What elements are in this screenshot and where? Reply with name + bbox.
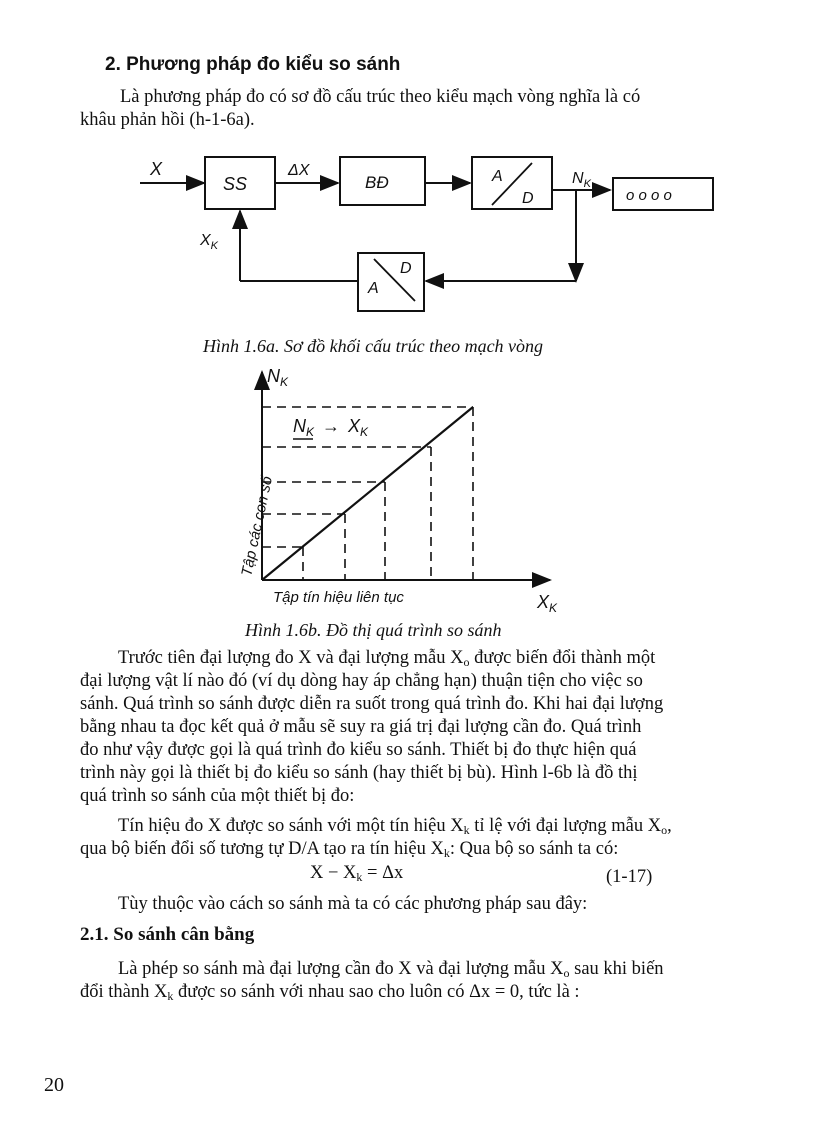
x-bottom-label: Tập tín hiệu liên tục <box>273 589 404 606</box>
figure-caption-a: Hình 1.6a. Sơ đồ khối cấu trúc theo mạch vòng <box>203 336 544 356</box>
display-digits: o o o o <box>626 187 672 204</box>
body-paragraph-1-line-5: đo như vậy được gọi là quá trình đo kiểu so sánh. Thiết bị đo thực hiện quá <box>80 740 637 760</box>
svg-text:D: D <box>400 260 412 277</box>
page-number: 20 <box>44 1074 64 1096</box>
bd-label: BĐ <box>365 173 389 192</box>
body-paragraph-1-line-7: quá trình so sánh của một thiết bị đo: <box>80 786 355 806</box>
intro-line-1: Là phương pháp đo có sơ đồ cấu trúc theo kiểu mạch vòng nghĩa là có <box>120 87 641 107</box>
equation-number: (1-17) <box>606 867 653 887</box>
ss-label: SS <box>223 174 248 194</box>
subsection-heading: 2.1. So sánh cân bằng <box>80 924 255 945</box>
y-axis-label: $N_K$ <box>267 366 289 389</box>
body-paragraph-1-line-2: đại lượng vật lí nào đó (ví dụ dòng hay áp chẳng hạn) thuận tiện cho việc so <box>80 671 643 691</box>
body-paragraph-4-line-2: đổi thành $X_k$ được so sánh với nhau sao cho luôn có Δx = 0, tức là : <box>80 982 580 1003</box>
body-paragraph-1-line-6: trình này gọi là thiết bị đo kiểu so sánh (hay thiết bị bù). Hình l-6b là đồ thị <box>80 763 638 783</box>
equation: $X - X_k = \Delta x$ <box>310 863 404 884</box>
body-paragraph-2-line-1: Tín hiệu đo X được so sánh với một tín hiệu $X_k$ tỉ lệ với đại lượng mẫu $X_o$, <box>118 816 672 837</box>
body-paragraph-1-line-1: Trước tiên đại lượng đo X và đại lượng mẫu $X_o$ được biến đổi thành một <box>118 648 656 669</box>
section-heading: 2. Phương pháp đo kiểu so sánh <box>105 54 401 75</box>
svg-text:A: A <box>492 168 503 185</box>
svg-text:A: A <box>368 280 379 297</box>
intro-line-2: khâu phản hồi (h-1-6a). <box>80 110 255 130</box>
mapping-label: $N_K \to X_K$ <box>293 416 369 439</box>
body-paragraph-2-line-2: qua bộ biến đổi số tương tự D/A tạo ra tín hiệu $X_k$: Qua bộ so sánh ta có: <box>80 839 619 860</box>
delta-label: ΔX <box>288 162 310 179</box>
figure-caption-b: Hình 1.6b. Đồ thị quá trình so sánh <box>245 620 502 640</box>
y-side-label: Tập các con số <box>238 474 277 578</box>
body-paragraph-1-line-3: sánh. Quá trình so sánh được diễn ra suốt trong quá trình đo. Khi hai đại lượng <box>80 694 664 714</box>
xk-label: $X_K$ <box>200 232 219 252</box>
body-paragraph-3: Tùy thuộc vào cách so sánh mà ta có các phương pháp sau đây: <box>118 894 588 914</box>
svg-text:D: D <box>522 190 534 207</box>
nk-label: $N_K$ <box>572 170 591 190</box>
body-paragraph-4-line-1: Là phép so sánh mà đại lượng cần đo X và đại lượng mẫu $X_o$ sau khi biến <box>118 959 664 980</box>
x-axis-label: $X_K$ <box>537 592 558 615</box>
input-label: X <box>150 159 163 179</box>
body-paragraph-1-line-4: bằng nhau ta đọc kết quả ở mẫu sẽ suy ra giá trị đại lượng cần đo. Quá trình <box>80 717 642 737</box>
comparison-graph <box>215 362 585 617</box>
block-diagram <box>130 145 730 325</box>
